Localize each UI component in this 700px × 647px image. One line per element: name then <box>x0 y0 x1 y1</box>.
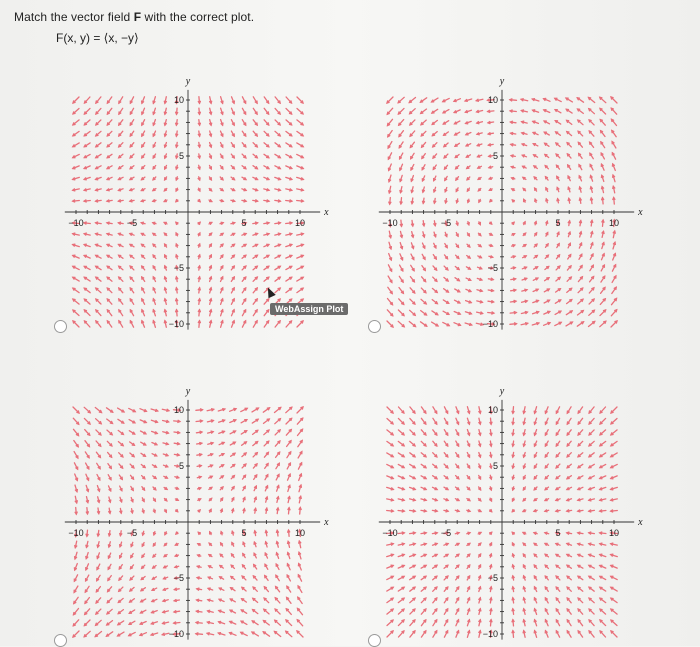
prompt-suffix: with the correct plot. <box>141 10 255 24</box>
radio-option-3[interactable] <box>54 634 67 647</box>
x-tick-label-neg5: −5 <box>126 528 138 538</box>
y-tick-label-neg5: −5 <box>487 263 498 273</box>
axes <box>65 400 320 640</box>
x-tick-label-5: 5 <box>555 218 561 228</box>
x-tick-label-10: 10 <box>294 218 306 228</box>
vector-field-svg <box>58 362 329 639</box>
x-tick-label-neg5: −5 <box>126 218 138 228</box>
y-tick-label-10: 10 <box>487 95 498 105</box>
y-tick-label-10: 10 <box>487 405 498 415</box>
x-tick-label-5: 5 <box>241 528 247 538</box>
radio-option-2[interactable] <box>368 320 381 333</box>
webassign-plot-tooltip: WebAssign Plot <box>270 303 348 315</box>
x-axis-label: x <box>638 207 643 218</box>
y-axis-label: y <box>185 385 191 397</box>
y-tick-label-10: 10 <box>173 95 184 105</box>
x-tick-label-5: 5 <box>555 528 561 538</box>
vector-field-svg <box>372 52 643 329</box>
y-tick-label-neg10: −10 <box>168 629 184 639</box>
x-axis-label: x <box>638 517 643 528</box>
y-axis-label: y <box>499 385 505 397</box>
x-axis-label: x <box>324 207 329 218</box>
x-tick-label-neg5: −5 <box>440 218 452 228</box>
y-tick-label-5: 5 <box>492 461 498 471</box>
vector-field-formula: F(x, y) = ⟨x, −y⟩ <box>56 31 139 45</box>
question-prompt <box>14 10 254 24</box>
x-axis-label: x <box>324 517 329 528</box>
plot-option-2 <box>372 52 643 329</box>
radio-option-4[interactable] <box>368 634 381 647</box>
x-tick-label-neg5: −5 <box>440 528 452 538</box>
y-tick-label-neg10: −10 <box>482 629 498 639</box>
axes <box>65 90 320 330</box>
plot-option-3 <box>58 362 329 639</box>
x-tick-label-10: 10 <box>294 528 306 538</box>
x-tick-label-neg10: −10 <box>382 218 398 228</box>
y-tick-label-5: 5 <box>178 461 184 471</box>
vector-field-svg <box>372 362 643 639</box>
x-tick-label-neg10: −10 <box>68 218 84 228</box>
plot-option-4 <box>372 362 643 639</box>
x-tick-label-neg10: −10 <box>68 528 84 538</box>
y-tick-label-5: 5 <box>178 151 184 161</box>
prompt-bold: F <box>133 10 142 24</box>
y-tick-label-neg5: −5 <box>487 573 498 583</box>
y-axis-label: y <box>499 75 505 87</box>
axes <box>379 90 634 330</box>
axes <box>379 400 634 640</box>
y-axis-label: y <box>185 75 191 87</box>
y-tick-label-10: 10 <box>173 405 184 415</box>
x-tick-label-10: 10 <box>608 528 620 538</box>
y-tick-label-neg5: −5 <box>173 573 184 583</box>
y-tick-label-neg5: −5 <box>173 263 184 273</box>
y-tick-label-5: 5 <box>492 151 498 161</box>
x-tick-label-neg10: −10 <box>382 528 398 538</box>
prompt-prefix: Match the vector field <box>14 10 134 24</box>
x-tick-label-10: 10 <box>608 218 620 228</box>
radio-option-1[interactable] <box>54 320 67 333</box>
x-tick-label-5: 5 <box>241 218 247 228</box>
y-tick-label-neg10: −10 <box>168 319 184 329</box>
y-tick-label-neg10: −10 <box>482 319 498 329</box>
